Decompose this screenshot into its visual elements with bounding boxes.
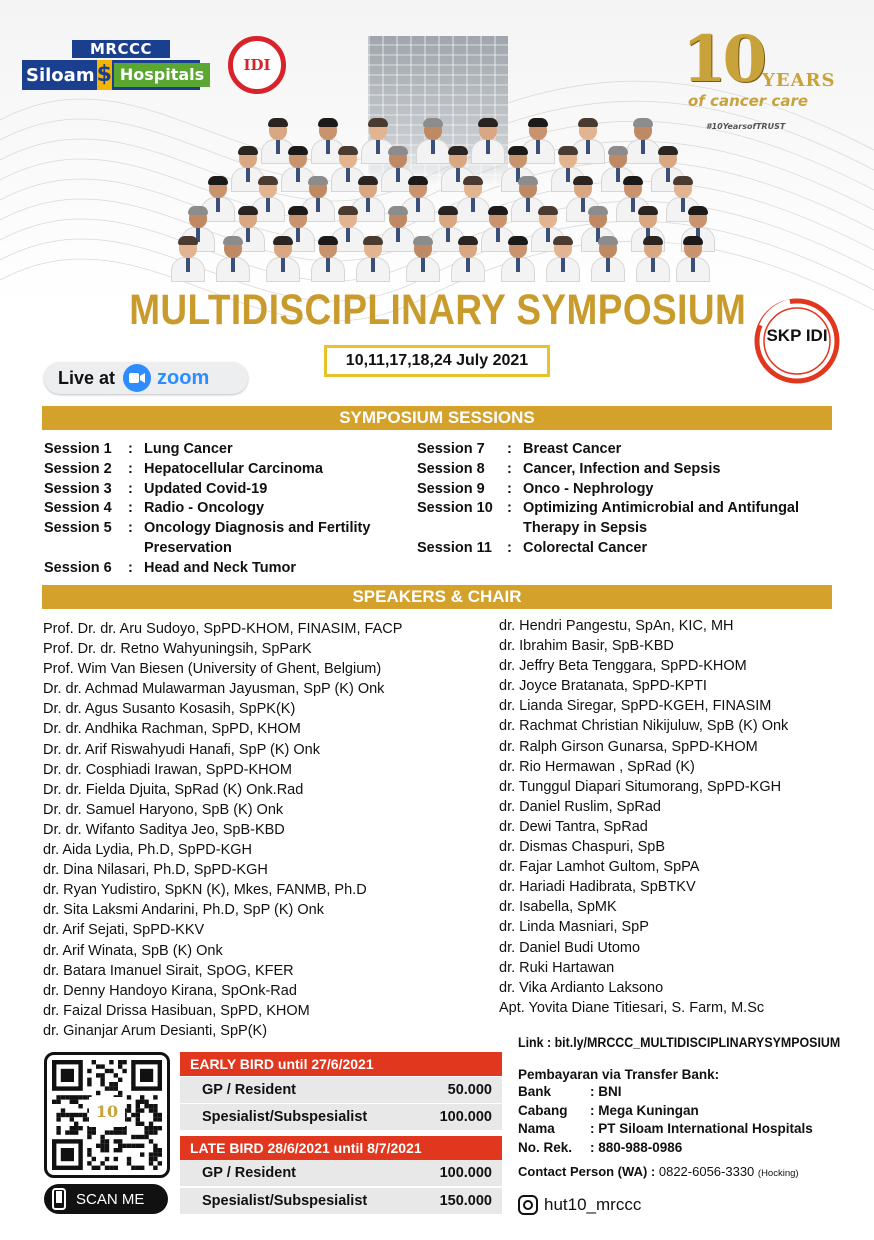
symposium-title: MULTIDISCIPLINARY SYMPOSIUM xyxy=(129,286,747,334)
speaker-name: Dr. dr. Andhika Rachman, SpPD, KHOM xyxy=(43,721,301,738)
payment-value: : PT Siloam International Hospitals xyxy=(590,1121,813,1136)
instagram-label: hut10_mrccc xyxy=(544,1195,642,1214)
speaker-photo xyxy=(450,238,486,282)
session-number: Session 1 xyxy=(44,441,112,457)
contact-label: Contact Person (WA) : xyxy=(518,1164,656,1179)
speaker-name: dr. Sita Laksmi Andarini, Ph.D, SpP (K) Onk xyxy=(43,902,324,919)
payment-row xyxy=(518,1139,813,1158)
payment-row xyxy=(518,1102,813,1121)
session-colon: : xyxy=(128,559,133,576)
event-dates: 10,11,17,18,24 July 2021 xyxy=(324,345,550,377)
speakers-header: SPEAKERS & CHAIR xyxy=(42,585,832,609)
speakers-list-left xyxy=(43,619,402,1041)
speaker-name: dr. Isabella, SpMK xyxy=(499,899,617,916)
speaker-photo xyxy=(590,238,626,282)
price-category: Spesialist/Subspesialist xyxy=(202,1193,368,1209)
speaker-name: dr. Denny Handoyo Kirana, SpOnk-Rad xyxy=(43,982,297,999)
session-name: Cancer, Infection and Sepsis xyxy=(523,460,721,477)
mrccc-label: MRCCC xyxy=(72,40,170,58)
session-colon: : xyxy=(128,480,133,497)
speaker-name: dr. Dewi Tantra, SpRad xyxy=(499,818,648,835)
instagram-icon xyxy=(518,1195,538,1215)
speaker-name: Dr. dr. Samuel Haryono, SpB (K) Onk xyxy=(43,801,284,818)
speaker-photo xyxy=(170,238,206,282)
siloam-mrccc-logo xyxy=(22,40,205,92)
speaker-photo xyxy=(310,238,346,282)
payment-value: : 880-988-0986 xyxy=(590,1139,683,1155)
speaker-name: Dr. dr. Arif Riswahyudi Hanafi, SpP (K) Onk xyxy=(43,741,320,758)
session-name: Updated Covid-19 xyxy=(144,480,268,497)
speaker-name: dr. Joyce Bratanata, SpPD-KPTI xyxy=(499,678,707,695)
speaker-name: dr. Linda Masniari, SpP xyxy=(499,919,649,936)
speaker-photo xyxy=(675,238,711,282)
registration-link[interactable]: Link : bit.ly/MRCCC_MULTIDISCIPLINARYSYMPOSIUM xyxy=(518,1035,841,1050)
speaker-name: Apt. Yovita Diane Titiesari, S. Farm, M.Sc xyxy=(499,999,765,1016)
session-colon: : xyxy=(128,460,133,477)
session-colon: : xyxy=(128,500,133,517)
speakers-list-right xyxy=(499,616,788,1018)
session-name: Colorectal Cancer xyxy=(523,539,648,556)
price-category: GP / Resident xyxy=(202,1082,297,1098)
payment-title: Pembayaran via Transfer Bank: xyxy=(518,1067,720,1082)
payment-key: No. Rek. xyxy=(518,1139,573,1155)
session-row xyxy=(44,559,404,579)
payment-key: Nama xyxy=(518,1121,555,1136)
session-name: Breast Cancer xyxy=(523,441,622,457)
speaker-photo xyxy=(355,238,391,282)
speaker-name: Dr. dr. Fielda Djuita, SpRad (K) Onk.Rad xyxy=(43,781,304,798)
speaker-name: Dr. dr. Agus Susanto Kosasih, SpPK(K) xyxy=(43,701,296,718)
skp-idi-badge xyxy=(750,296,844,386)
session-number: Session 4 xyxy=(44,500,112,517)
session-name: Lung Cancer xyxy=(144,441,233,457)
speaker-name: Prof. Dr. dr. Retno Wahyuningsih, SpParK xyxy=(43,641,312,658)
session-name: Onco - Nephrology xyxy=(523,480,654,497)
session-name: Hepatocellular Carcinoma xyxy=(144,460,323,477)
session-row xyxy=(44,519,404,559)
speakers-photo-collage xyxy=(170,120,710,290)
years-number: 10 xyxy=(682,22,764,97)
svg-text:10: 10 xyxy=(95,1102,119,1121)
speaker-name: dr. Fajar Lamhot Gultom, SpPA xyxy=(499,859,700,876)
speaker-name: dr. Ibrahim Basir, SpB-KBD xyxy=(499,638,674,655)
sessions-list-left xyxy=(44,440,404,579)
session-number: Session 10 xyxy=(417,500,493,517)
siloam-word: Siloam xyxy=(26,64,95,86)
sessions-header: SYMPOSIUM SESSIONS xyxy=(42,406,832,430)
session-row xyxy=(417,480,837,500)
speaker-photo xyxy=(215,238,251,282)
session-name: Head and Neck Tumor xyxy=(144,559,297,576)
live-at-label: Live at xyxy=(58,367,116,388)
session-colon: : xyxy=(507,460,512,477)
instagram-handle[interactable] xyxy=(518,1195,641,1215)
payment-key: Bank xyxy=(518,1084,552,1099)
payment-value: : Mega Kuningan xyxy=(590,1102,699,1118)
price-category: GP / Resident xyxy=(202,1165,297,1181)
late-gp-row xyxy=(180,1160,502,1186)
early-specialist-row xyxy=(180,1104,502,1130)
speaker-photo xyxy=(405,238,441,282)
speaker-name: dr. Jeffry Beta Tenggara, SpPD-KHOM xyxy=(499,658,747,675)
session-name: Optimizing Antimicrobial and Antifungal Therapy in Sepsis xyxy=(523,500,800,537)
early-bird-header: EARLY BIRD until 27/6/2021 xyxy=(180,1052,502,1076)
phone-icon xyxy=(52,1188,66,1210)
price-value: 150.000 xyxy=(439,1193,492,1209)
late-bird-header: LATE BIRD 28/6/2021 until 8/7/2021 xyxy=(180,1136,502,1160)
contact-number[interactable]: 0822-6056-3330 xyxy=(658,1164,755,1179)
speaker-name: dr. Batara Imanuel Sirait, SpOG, KFER xyxy=(43,962,294,979)
early-gp-row xyxy=(180,1077,502,1103)
skp-idi-text: SKP IDI xyxy=(766,326,828,345)
speaker-name: dr. Arif Sejati, SpPD-KKV xyxy=(43,922,205,939)
speaker-name: Prof. Wim Van Biesen (University of Ghent, Belgium) xyxy=(43,661,382,678)
years-hashtag: #10YearsofTRUST xyxy=(706,122,786,131)
session-colon: : xyxy=(507,500,512,517)
session-number: Session 11 xyxy=(417,539,492,556)
speaker-photo xyxy=(545,238,581,282)
session-row xyxy=(417,440,837,460)
speaker-photo xyxy=(635,238,671,282)
speaker-name: Prof. Dr. dr. Aru Sudoyo, SpPD-KHOM, FINASIM, FACP xyxy=(43,621,403,637)
payment-value: : BNI xyxy=(590,1084,622,1099)
session-number: Session 6 xyxy=(44,559,112,576)
years-word: YEARS xyxy=(762,70,836,91)
speaker-photo xyxy=(500,238,536,282)
session-colon: : xyxy=(507,480,512,497)
siloam-s-icon: $ xyxy=(97,60,112,90)
speaker-name: dr. Tunggul Diapari Situmorang, SpPD-KGH xyxy=(499,778,782,795)
session-colon: : xyxy=(507,441,512,457)
speaker-name: dr. Hendri Pangestu, SpAn, KIC, MH xyxy=(499,618,734,634)
scan-me-badge xyxy=(44,1184,168,1214)
speaker-name: dr. Faizal Drissa Hasibuan, SpPD, KHOM xyxy=(43,1002,310,1019)
session-number: Session 5 xyxy=(44,520,112,537)
session-number: Session 3 xyxy=(44,480,112,497)
speaker-name: dr. Ralph Girson Gunarsa, SpPD-KHOM xyxy=(499,738,758,755)
speaker-name: dr. Daniel Ruslim, SpRad xyxy=(499,798,661,815)
session-number: Session 8 xyxy=(417,460,485,477)
qr-code[interactable] xyxy=(44,1052,170,1178)
session-row xyxy=(44,480,404,500)
speaker-photo xyxy=(265,238,301,282)
speaker-name: dr. Ryan Yudistiro, SpKN (K), Mkes, FANMB, Ph.D xyxy=(43,882,367,899)
speaker-name: dr. Ginanjar Arum Desianti, SpP(K) xyxy=(43,1022,268,1039)
late-specialist-row xyxy=(180,1188,502,1214)
session-row xyxy=(44,440,404,460)
speaker-name: dr. Hariadi Hadibrata, SpBTKV xyxy=(499,879,696,896)
speaker-name: dr. Ruki Hartawan xyxy=(499,959,615,976)
idi-logo xyxy=(228,36,286,94)
speaker-name: dr. Aida Lydia, Ph.D, SpPD-KGH xyxy=(43,842,253,859)
speaker-name: dr. Dina Nilasari, Ph.D, SpPD-KGH xyxy=(43,862,268,879)
speaker-name: Dr. dr. Cosphiadi Irawan, SpPD-KHOM xyxy=(43,761,293,778)
session-row xyxy=(417,499,837,539)
session-colon: : xyxy=(128,441,133,457)
payment-row xyxy=(518,1083,813,1102)
session-number: Session 2 xyxy=(44,460,112,477)
session-name: Oncology Diagnosis and Fertility Preservation xyxy=(144,520,371,556)
price-value: 100.000 xyxy=(439,1165,492,1181)
session-row xyxy=(417,539,837,559)
payment-key: Cabang xyxy=(518,1102,568,1118)
contact-person xyxy=(518,1164,799,1179)
payment-details xyxy=(518,1083,813,1157)
hospitals-word: Hospitals xyxy=(114,63,210,87)
session-name: Radio - Oncology xyxy=(144,500,265,517)
session-row xyxy=(44,460,404,480)
price-value: 50.000 xyxy=(447,1082,492,1098)
qr-code-image xyxy=(47,1055,167,1175)
payment-row xyxy=(518,1120,813,1139)
speaker-name: Dr. dr. Achmad Mulawarman Jayusman, SpP (K) Onk xyxy=(43,681,385,698)
speaker-name: dr. Vika Ardianto Laksono xyxy=(499,979,664,996)
years-subtitle: of cancer care xyxy=(688,92,809,110)
live-zoom-badge xyxy=(44,362,248,394)
speaker-name: dr. Arif Winata, SpB (K) Onk xyxy=(43,942,223,959)
zoom-wordmark: zoom xyxy=(157,366,210,389)
session-colon: : xyxy=(507,539,512,556)
speaker-name: dr. Daniel Budi Utomo xyxy=(499,939,641,956)
scan-me-label: SCAN ME xyxy=(76,1190,145,1208)
contact-name: (Hocking) xyxy=(757,1168,799,1179)
session-row xyxy=(44,499,404,519)
price-value: 100.000 xyxy=(439,1109,492,1125)
session-row xyxy=(417,460,837,480)
idi-logo-text: IDI xyxy=(243,56,271,74)
speaker-name: dr. Rachmat Christian Nikijuluw, SpB (K) Onk xyxy=(499,718,789,735)
speaker-name: dr. Lianda Siregar, SpPD-KGEH, FINASIM xyxy=(499,698,772,715)
siloam-bar xyxy=(22,60,205,90)
speaker-name: dr. Dismas Chaspuri, SpB xyxy=(499,839,666,856)
price-category: Spesialist/Subspesialist xyxy=(202,1109,368,1125)
zoom-camera-icon xyxy=(123,364,151,392)
sessions-list-right xyxy=(417,440,837,559)
session-number: Session 7 xyxy=(417,441,485,457)
speaker-name: dr. Rio Hermawan , SpRad (K) xyxy=(499,758,695,775)
speaker-name: Dr. dr. Wifanto Saditya Jeo, SpB-KBD xyxy=(43,821,285,838)
session-colon: : xyxy=(128,520,133,537)
session-number: Session 9 xyxy=(417,480,485,497)
